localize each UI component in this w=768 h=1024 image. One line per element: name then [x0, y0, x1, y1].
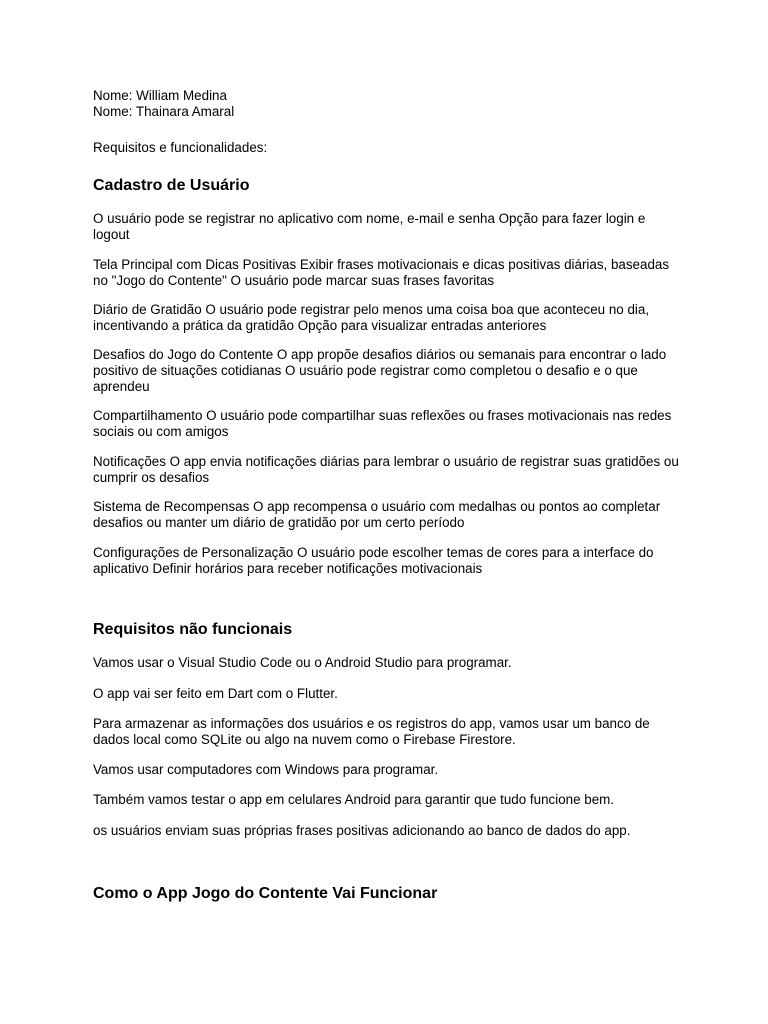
heading-como-funciona: Como o App Jogo do Contente Vai Funcionar: [93, 885, 438, 902]
nonfunc-item-1: Vamos usar o Visual Studio Code ou o Android Studio para programar.: [93, 655, 512, 670]
func-item-2: Tela Principal com Dicas Positivas Exibir frases motivacionais e dicas positivas diárias, baseadas no "Jogo do Contente" O usuário pode marcar suas frases favoritas: [93, 257, 670, 288]
nonfunc-item-3: Para armazenar as informações dos usuários e os registros do app, vamos usar um banco de dados local como SQLite ou algo na nuvem como o Firebase Firestore.: [93, 716, 650, 747]
name-thainara: Nome: Thainara Amaral: [93, 104, 235, 119]
heading-cadastro: Cadastro de Usuário: [93, 177, 250, 194]
func-item-8: Configurações de Personalização O usuário pode escolher temas de cores para a interface do aplicativo Definir horários para receber notificações motivacionais: [93, 545, 654, 576]
func-item-7: Sistema de Recompensas O app recompensa o usuário com medalhas ou pontos ao completar desafios ou manter um diário de gratidão por um certo período: [93, 499, 661, 530]
name-william: Nome: William Medina: [93, 88, 227, 103]
func-item-4: Desafios do Jogo do Contente O app propõe desafios diários ou semanais para encontrar o lado positivo de situações cotidianas O usuário pode registrar como completou o desafio e o que aprendeu: [93, 347, 667, 394]
nonfunc-item-2: O app vai ser feito em Dart com o Flutter.: [93, 686, 338, 701]
intro-line: Requisitos e funcionalidades:: [93, 140, 268, 155]
func-item-5: Compartilhamento O usuário pode compartilhar suas reflexões ou frases motivacionais nas redes sociais ou com amigos: [93, 408, 672, 439]
func-item-3: Diário de Gratidão O usuário pode registrar pelo menos uma coisa boa que aconteceu no dia, incentivando a prática da gratidão Opção para visualizar entradas anteriores: [93, 302, 650, 333]
heading-nao-funcionais: Requisitos não funcionais: [93, 621, 293, 638]
func-item-1: O usuário pode se registrar no aplicativo com nome, e-mail e senha Opção para fazer login e logout: [93, 211, 646, 242]
func-item-6: Notificações O app envia notificações diárias para lembrar o usuário de registrar suas gratidões ou cumprir os desafios: [93, 454, 679, 485]
nonfunc-item-6: os usuários enviam suas próprias frases positivas adicionando ao banco de dados do app.: [93, 823, 631, 838]
nonfunc-item-5: Também vamos testar o app em celulares Android para garantir que tudo funcione bem.: [93, 792, 615, 807]
nonfunc-item-4: Vamos usar computadores com Windows para programar.: [93, 762, 439, 777]
